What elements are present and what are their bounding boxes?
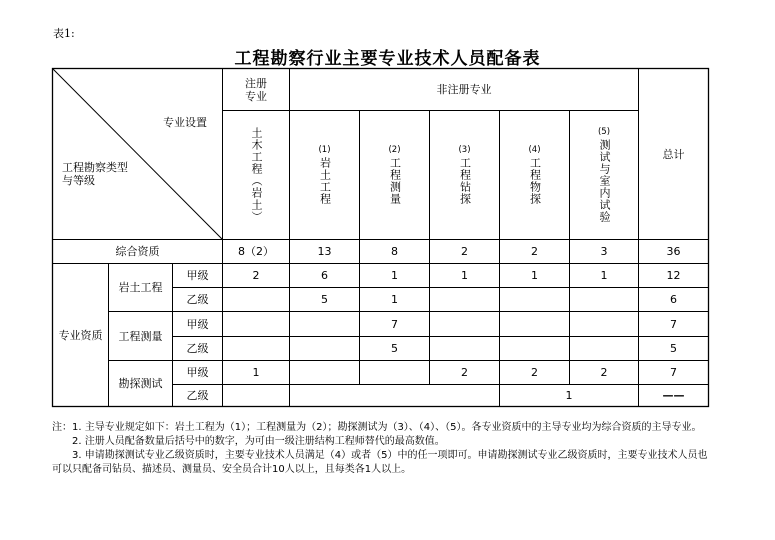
cell: 2 <box>461 245 468 258</box>
col-header-geophysical <box>500 111 569 239</box>
cell: 1 <box>391 293 398 306</box>
cell: 1 <box>461 269 468 282</box>
note-2: 2. 注册人员配备数量后括号中的数字，为可由一级注册结构工程师替代的最高数值。 <box>72 436 445 447</box>
col-header-num: (1) <box>318 145 331 155</box>
col-header-label: 工程钻探 <box>458 157 472 205</box>
cell: 5 <box>391 342 398 355</box>
cell: 2 <box>531 245 538 258</box>
cell: 13 <box>317 245 332 258</box>
diagonal-header-survey-type: 工程勘察类型 与等级 <box>62 161 128 187</box>
cell-total: 7 <box>670 317 677 331</box>
col-header-num: (2) <box>388 145 401 155</box>
group-label-geotech: 岩土工程 <box>118 281 163 294</box>
col-header-label: 测试与室内试验 <box>598 139 611 223</box>
cell: 2 <box>252 269 260 282</box>
cell: 2 <box>531 366 538 379</box>
cell-total: 7 <box>670 366 677 379</box>
header-non-registered: 非注册专业 <box>436 83 492 96</box>
page-title: 工程勘察行业主要专业技术人员配备表 <box>234 49 541 69</box>
grade-label: 甲级 <box>186 366 209 379</box>
col-header-num: (4) <box>528 145 541 155</box>
cell: 1 <box>531 269 538 282</box>
cell: 1 <box>391 269 398 282</box>
cell: 1 <box>252 366 260 379</box>
note-1: 注：1. 主导专业规定如下：岩土工程为（1）；工程测量为（2）；勘探测试为（3）、（4）、（5）。各专业资质中的主导专业均为综合资质的主导专业。 <box>52 422 702 433</box>
table-number-label: 表1: <box>53 27 75 40</box>
cell-total: 5 <box>670 342 677 355</box>
grade-label: 乙级 <box>186 342 209 355</box>
diagonal-header-professional-setting: 专业设置 <box>163 115 207 129</box>
cell-merged: 1 <box>565 389 573 402</box>
cell-total: —— <box>662 389 685 402</box>
cell: 5 <box>321 293 328 306</box>
grade-label: 乙级 <box>186 389 209 402</box>
cell: 6 <box>321 269 328 282</box>
cell: 8（2） <box>238 245 274 258</box>
header-total: 总计 <box>662 147 685 161</box>
cell: 1 <box>600 269 608 282</box>
col-header-label: 工程物探 <box>528 157 542 205</box>
col-header-num: (5) <box>597 127 611 137</box>
cell: 7 <box>391 317 398 331</box>
group-label-exploration: 勘探测试 <box>118 377 163 390</box>
cell: 2 <box>461 366 468 379</box>
cell-total: 36 <box>666 245 681 258</box>
col-header-num: (3) <box>458 145 471 155</box>
col-header-drilling <box>430 111 499 239</box>
cell-total: 12 <box>666 269 681 282</box>
grade-label: 甲级 <box>186 317 209 331</box>
cell: 8 <box>391 245 398 258</box>
col-header-label: 岩土工程 <box>318 157 332 205</box>
header-registered: 注册 专业 <box>245 76 267 103</box>
grade-label: 乙级 <box>186 293 209 306</box>
col-header-geotech <box>290 111 359 239</box>
grade-label: 甲级 <box>186 269 209 282</box>
row-label-comprehensive: 综合资质 <box>115 245 160 258</box>
note-3: 3. 申请勘探测试专业乙级资质时，主要专业技术人员满足（4）或者（5）中的任一项即可。申请勘探测试专业乙级资质时，主要专业技术人员也可以只配备司钻员、描述员、测量员、安全员合计10人以上，且每类各1人以上。 <box>52 450 708 475</box>
row-label-professional: 专业资质 <box>58 328 103 342</box>
cell: 2 <box>600 366 608 379</box>
col-header-label: 土木工程（岩土） <box>250 127 263 223</box>
col-header-survey <box>360 111 429 239</box>
col-header-testing <box>570 111 638 239</box>
col-header-civil <box>223 111 289 239</box>
group-label-survey: 工程测量 <box>118 329 163 343</box>
table-notes <box>52 421 712 477</box>
cell: 3 <box>600 245 608 258</box>
col-header-label: 工程测量 <box>388 157 402 205</box>
cell-total: 6 <box>670 293 677 306</box>
